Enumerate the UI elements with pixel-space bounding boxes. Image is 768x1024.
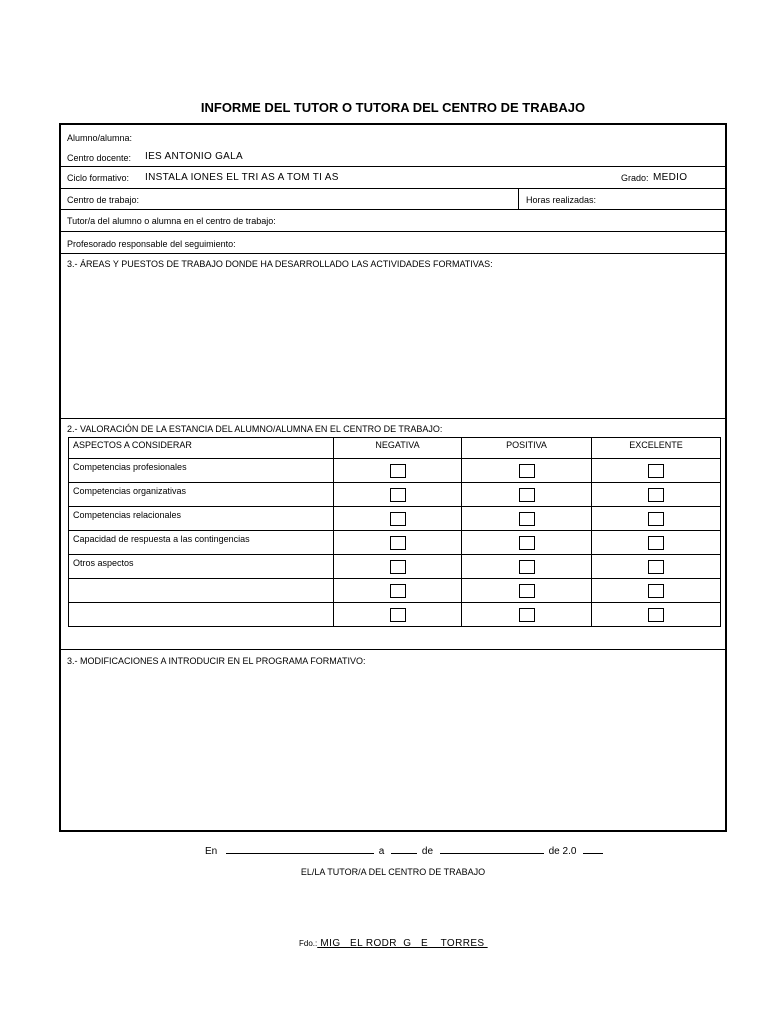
positive-checkbox[interactable]: [519, 584, 535, 598]
table-row: [69, 507, 721, 531]
aspect-label[interactable]: [69, 603, 334, 627]
excellent-checkbox[interactable]: [648, 536, 664, 550]
positive-checkbox[interactable]: [519, 464, 535, 478]
evaluation-header-row: [69, 438, 721, 459]
supervisor-row: [61, 232, 725, 254]
excellent-checkbox[interactable]: [648, 584, 664, 598]
place-date-line: [205, 843, 603, 857]
year-label: de 2.0: [548, 846, 577, 857]
excellent-checkbox[interactable]: [648, 512, 664, 526]
positive-checkbox[interactable]: [519, 560, 535, 574]
header-positive: POSITIVA: [462, 438, 592, 459]
modifications-section[interactable]: [61, 650, 725, 830]
student-label: Alumno/alumna:: [67, 133, 133, 143]
cycle-value[interactable]: INSTALA IONES EL TRI AS A TOM TI AS: [145, 172, 339, 183]
school-label: Centro docente:: [67, 153, 132, 163]
tutor-row: [61, 210, 725, 232]
negative-checkbox[interactable]: [390, 536, 406, 550]
excellent-checkbox[interactable]: [648, 488, 664, 502]
de-label: de: [421, 846, 434, 857]
signer-role: EL/LA TUTOR/A DEL CENTRO DE TRABAJO: [300, 867, 486, 877]
workplace-label: Centro de trabajo:: [67, 195, 140, 205]
table-row: [69, 603, 721, 627]
positive-checkbox[interactable]: [519, 512, 535, 526]
areas-section[interactable]: [61, 254, 725, 419]
negative-checkbox[interactable]: [390, 608, 406, 622]
positive-checkbox[interactable]: [519, 536, 535, 550]
negative-checkbox[interactable]: [390, 488, 406, 502]
negative-checkbox[interactable]: [390, 464, 406, 478]
grade-label: Grado:: [621, 173, 649, 183]
aspect-label[interactable]: [69, 579, 334, 603]
document-title: INFORME DEL TUTOR O TUTORA DEL CENTRO DE TRABAJO: [200, 100, 586, 115]
table-row: [69, 459, 721, 483]
table-row: [69, 579, 721, 603]
aspect-label: Otros aspectos: [69, 555, 334, 579]
table-row: [69, 555, 721, 579]
positive-checkbox[interactable]: [519, 608, 535, 622]
signer-name: MIG EL RODR G E TORRES: [317, 938, 488, 949]
areas-heading: 3.- ÁREAS Y PUESTOS DE TRABAJO DONDE HA DESARROLLADO LAS ACTIVIDADES FORMATIVAS:: [67, 259, 493, 269]
table-row: [69, 531, 721, 555]
header-aspects: ASPECTOS A CONSIDERAR: [69, 438, 334, 459]
cycle-label: Ciclo formativo:: [67, 173, 130, 183]
a-label: a: [378, 846, 385, 857]
negative-checkbox[interactable]: [390, 560, 406, 574]
month-blank[interactable]: [440, 843, 544, 854]
negative-checkbox[interactable]: [390, 512, 406, 526]
aspect-label: Competencias profesionales: [69, 459, 334, 483]
fdo-label: Fdo.:: [299, 939, 318, 948]
grade-value[interactable]: MEDIO: [653, 172, 688, 183]
en-label: En: [205, 846, 218, 857]
aspect-label: Competencias relacionales: [69, 507, 334, 531]
student-school-row: [61, 125, 725, 167]
table-row: [69, 483, 721, 507]
supervisor-label: Profesorado responsable del seguimiento:: [67, 239, 236, 249]
evaluation-heading: 2.- VALORACIÓN DE LA ESTANCIA DEL ALUMNO/ALUMNA EN EL CENTRO DE TRABAJO:: [67, 424, 443, 434]
evaluation-table: [68, 437, 721, 627]
excellent-checkbox[interactable]: [648, 464, 664, 478]
report-form: [59, 123, 727, 832]
school-value[interactable]: IES ANTONIO GALA: [145, 151, 243, 162]
cycle-row: [61, 167, 725, 189]
workplace-row: [61, 189, 725, 210]
day-blank[interactable]: [391, 843, 417, 854]
year-blank[interactable]: [583, 843, 603, 854]
header-negative: NEGATIVA: [334, 438, 462, 459]
excellent-checkbox[interactable]: [648, 608, 664, 622]
place-blank[interactable]: [226, 843, 374, 854]
negative-checkbox[interactable]: [390, 584, 406, 598]
hours-label: Horas realizadas:: [526, 195, 597, 205]
aspect-label: Competencias organizativas: [69, 483, 334, 507]
excellent-checkbox[interactable]: [648, 560, 664, 574]
header-excellent: EXCELENTE: [592, 438, 721, 459]
positive-checkbox[interactable]: [519, 488, 535, 502]
workplace-divider: [518, 189, 519, 209]
modifications-heading: 3.- MODIFICACIONES A INTRODUCIR EN EL PROGRAMA FORMATIVO:: [67, 656, 366, 666]
aspect-label: Capacidad de respuesta a las contingencias: [69, 531, 334, 555]
signature-line: [299, 938, 488, 949]
tutor-label: Tutor/a del alumno o alumna en el centro de trabajo:: [67, 216, 276, 226]
